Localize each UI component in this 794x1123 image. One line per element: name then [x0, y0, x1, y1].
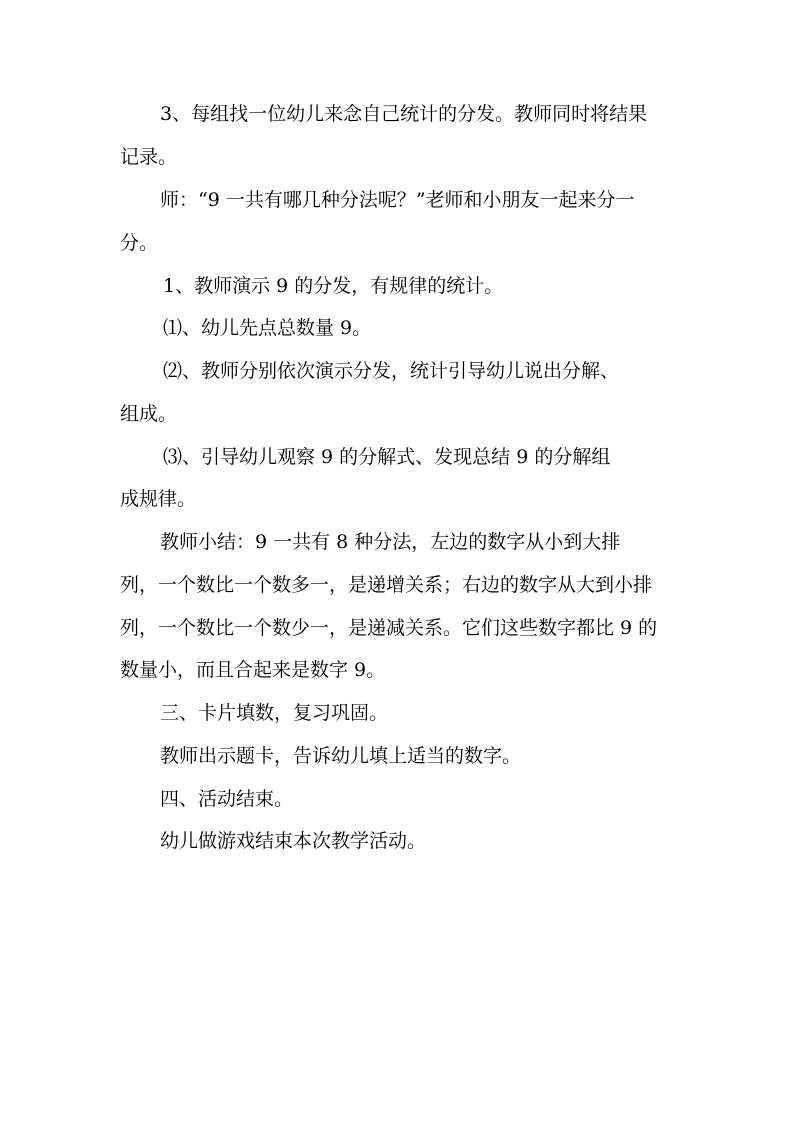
paragraph-line: 列，一个数比一个数少一，是递减关系。它们这些数字都比 9 的 — [120, 617, 658, 639]
paragraph-line: 分。 — [120, 232, 159, 254]
paragraph-line: ⑴、幼儿先点总数量 9。 — [163, 317, 372, 339]
paragraph-line: 3、每组找一位幼儿来念自己统计的分发。教师同时将结果 — [160, 103, 648, 125]
paragraph-line: 教师小结：9 一共有 8 种分法，左边的数字从小到大排 — [160, 531, 621, 553]
paragraph-line: 教师出示题卡，告诉幼儿填上适当的数字。 — [160, 745, 522, 767]
paragraph-line: 1、教师演示 9 的分发，有规律的统计。 — [163, 275, 504, 297]
paragraph-line: 组成。 — [120, 403, 178, 425]
paragraph-line: ⑵、教师分别依次演示分发，统计引导幼儿说出分解、 — [163, 360, 620, 382]
paragraph-line: 成规律。 — [120, 488, 197, 510]
paragraph-line: 数量小，而且合起来是数字 9。 — [120, 659, 386, 681]
paragraph-line: 师：“9 一共有哪几种分法呢？”老师和小朋友一起来分一 — [160, 189, 635, 211]
paragraph-line: 记录。 — [120, 146, 178, 168]
paragraph-line: 列，一个数比一个数多一，是递增关系；右边的数字从大到小排 — [120, 574, 653, 596]
paragraph-line: ⑶、引导幼儿观察 9 的分解式、发现总结 9 的分解组 — [163, 446, 611, 468]
section-heading: 三、卡片填数，复习巩固。 — [160, 702, 389, 724]
paragraph-line: 幼儿做游戏结束本次教学活动。 — [160, 830, 427, 852]
section-heading: 四、活动结束。 — [160, 788, 294, 810]
